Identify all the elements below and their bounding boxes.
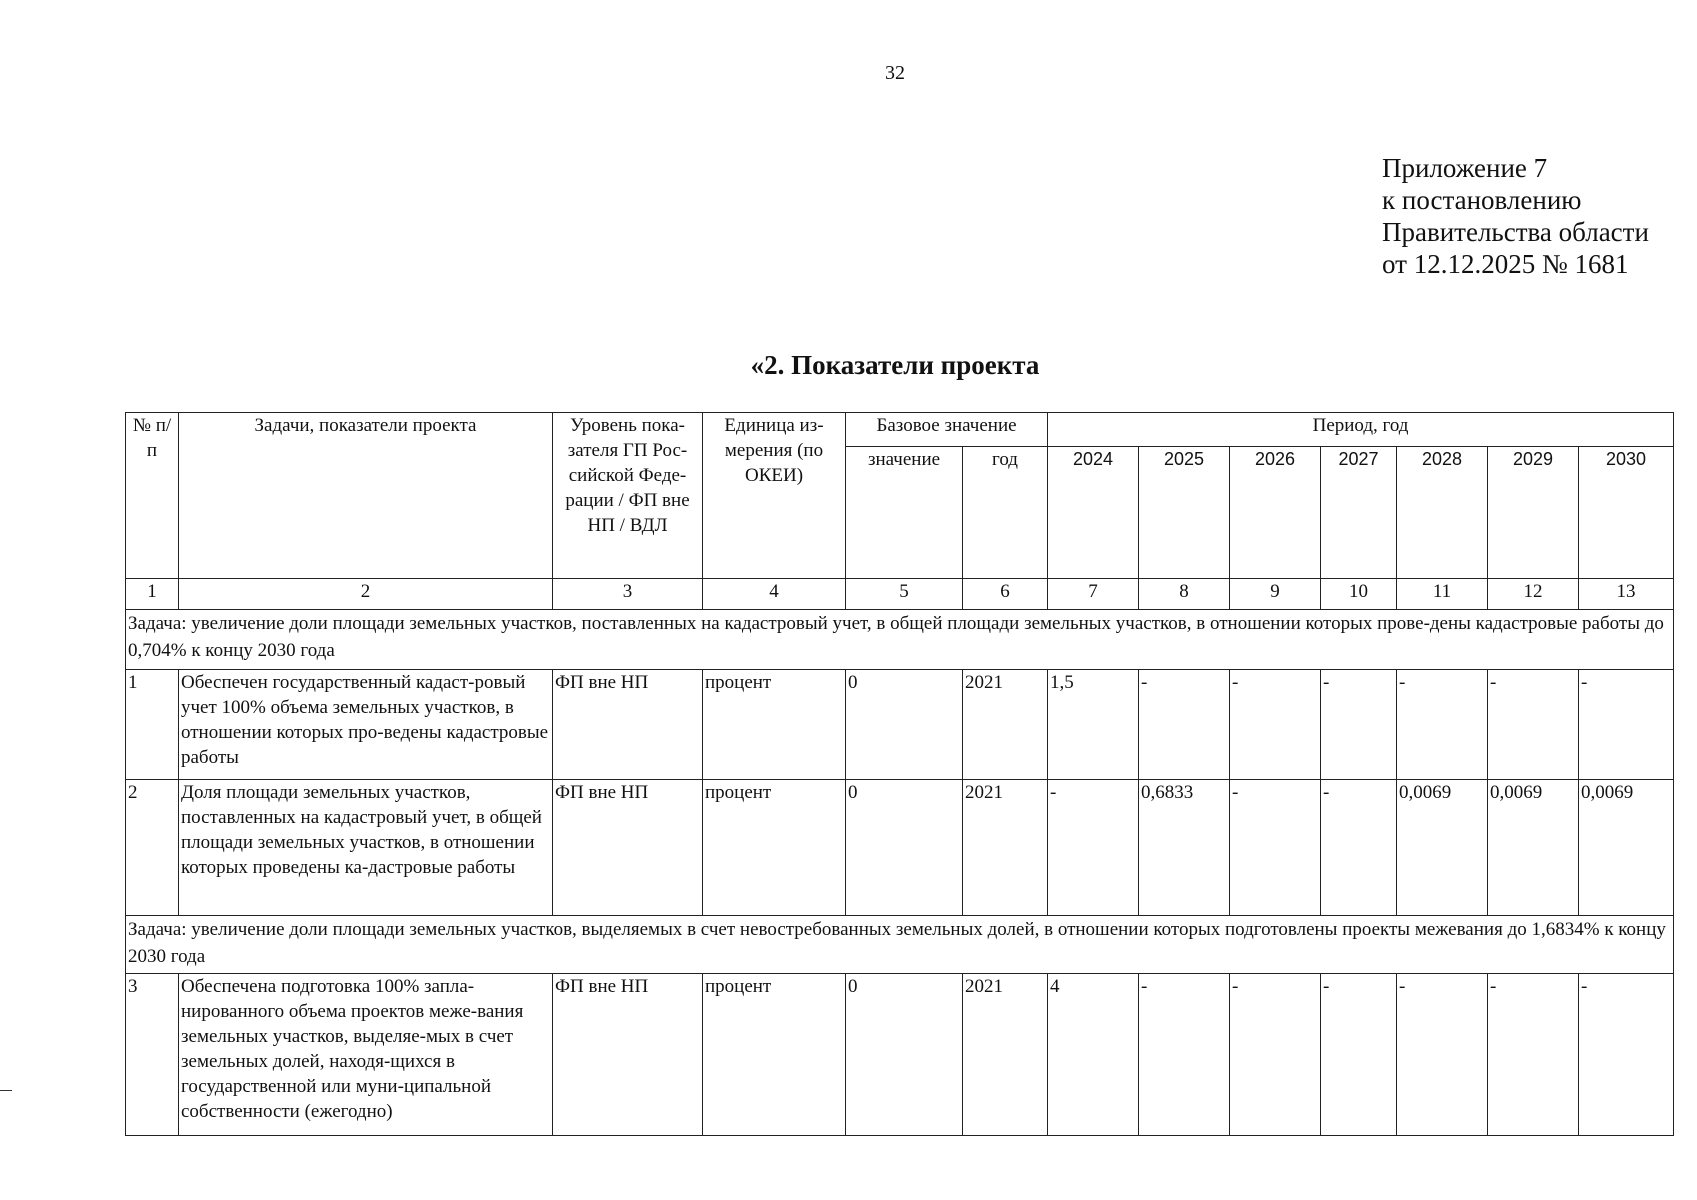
header-year: 2029 (1488, 447, 1579, 579)
task-row: Задача: увеличение доли площади земельных участков, выделяемых в счет невостребованных земельных долей, в отношении которых подготовлены проекты межевания до 1,6834% к концу 2030 года (126, 916, 1674, 974)
year-value: 4 (1048, 974, 1139, 1136)
indicators-table (125, 412, 1674, 1136)
year-value: - (1230, 670, 1321, 780)
base-value: 0 (846, 780, 963, 916)
header-base-value: значение (846, 447, 963, 579)
header-year: 2028 (1397, 447, 1488, 579)
appendix-block (1382, 152, 1649, 280)
appendix-line: Приложение 7 (1382, 153, 1548, 183)
indicator-unit: процент (703, 670, 846, 780)
year-value: - (1230, 780, 1321, 916)
column-number: 1 (126, 579, 179, 610)
header-base: Базовое значение (846, 413, 1048, 447)
year-value: - (1579, 670, 1674, 780)
header-num: № п/п (126, 413, 179, 579)
header-base-year: год (963, 447, 1048, 579)
year-value: - (1579, 974, 1674, 1136)
column-number: 13 (1579, 579, 1674, 610)
column-number: 8 (1139, 579, 1230, 610)
header-unit: Единица из-мерения (по ОКЕИ) (703, 413, 846, 579)
base-year: 2021 (963, 780, 1048, 916)
header-year: 2030 (1579, 447, 1674, 579)
indicator-level: ФП вне НП (553, 670, 703, 780)
column-number: 7 (1048, 579, 1139, 610)
year-value: 0,0069 (1579, 780, 1674, 916)
indicator-level: ФП вне НП (553, 780, 703, 916)
row-num: 1 (126, 670, 179, 780)
column-number: 5 (846, 579, 963, 610)
year-value: 0,0069 (1488, 780, 1579, 916)
year-value: - (1230, 974, 1321, 1136)
base-value: 0 (846, 670, 963, 780)
appendix-line: от 12.12.2025 № 1681 (1382, 249, 1629, 279)
appendix-line: Правительства области (1382, 217, 1649, 247)
year-value: - (1488, 670, 1579, 780)
indicator-name: Обеспечена подготовка 100% запла-нированного объема проектов меже-вания земельных участков, выделяе-мых в счет земельных долей, находя-щихся в государственной или муни-ципальной собственности (ежегодно) (179, 974, 553, 1136)
year-value: 1,5 (1048, 670, 1139, 780)
column-number: 6 (963, 579, 1048, 610)
column-number: 2 (179, 579, 553, 610)
year-value: 0,0069 (1397, 780, 1488, 916)
document-title: «2. Показатели проекта (750, 350, 1040, 380)
header-period: Период, год (1048, 413, 1674, 447)
column-number: 10 (1321, 579, 1397, 610)
header-year: 2027 (1321, 447, 1397, 579)
year-value: - (1397, 974, 1488, 1136)
margin-mark (0, 1090, 12, 1091)
appendix-line: к постановлению (1382, 185, 1582, 215)
indicator-level: ФП вне НП (553, 974, 703, 1136)
indicator-unit: процент (703, 974, 846, 1136)
header-year: 2024 (1048, 447, 1139, 579)
column-number: 3 (553, 579, 703, 610)
indicator-name: Доля площади земельных участков, поставленных на кадастровый учет, в общей площади земельных участков, в отношении которых проведены ка-дастровые работы (179, 780, 553, 916)
row-num: 3 (126, 974, 179, 1136)
column-number: 11 (1397, 579, 1488, 610)
base-year: 2021 (963, 670, 1048, 780)
row-num: 2 (126, 780, 179, 916)
header-year: 2025 (1139, 447, 1230, 579)
header-level: Уровень пока-зателя ГП Рос-сийской Феде-рации / ФП вне НП / ВДЛ (553, 413, 703, 579)
year-value: - (1321, 974, 1397, 1136)
year-value: - (1397, 670, 1488, 780)
indicator-unit: процент (703, 780, 846, 916)
column-number: 4 (703, 579, 846, 610)
year-value: - (1321, 670, 1397, 780)
page-number: 32 (885, 62, 905, 84)
year-value: - (1048, 780, 1139, 916)
column-number: 12 (1488, 579, 1579, 610)
column-number: 9 (1230, 579, 1321, 610)
year-value: 0,6833 (1139, 780, 1230, 916)
header-year: 2026 (1230, 447, 1321, 579)
year-value: - (1139, 670, 1230, 780)
header-tasks: Задачи, показатели проекта (179, 413, 553, 579)
year-value: - (1488, 974, 1579, 1136)
task-row: Задача: увеличение доли площади земельных участков, поставленных на кадастровый учет, в общей площади земельных участков, в отношении которых прове-дены кадастровые работы до 0,704% к концу 2030 года (126, 610, 1674, 670)
year-value: - (1321, 780, 1397, 916)
base-value: 0 (846, 974, 963, 1136)
year-value: - (1139, 974, 1230, 1136)
base-year: 2021 (963, 974, 1048, 1136)
indicator-name: Обеспечен государственный кадаст-ровый учет 100% объема земельных участков, в отношении которых про-ведены кадастровые работы (179, 670, 553, 780)
